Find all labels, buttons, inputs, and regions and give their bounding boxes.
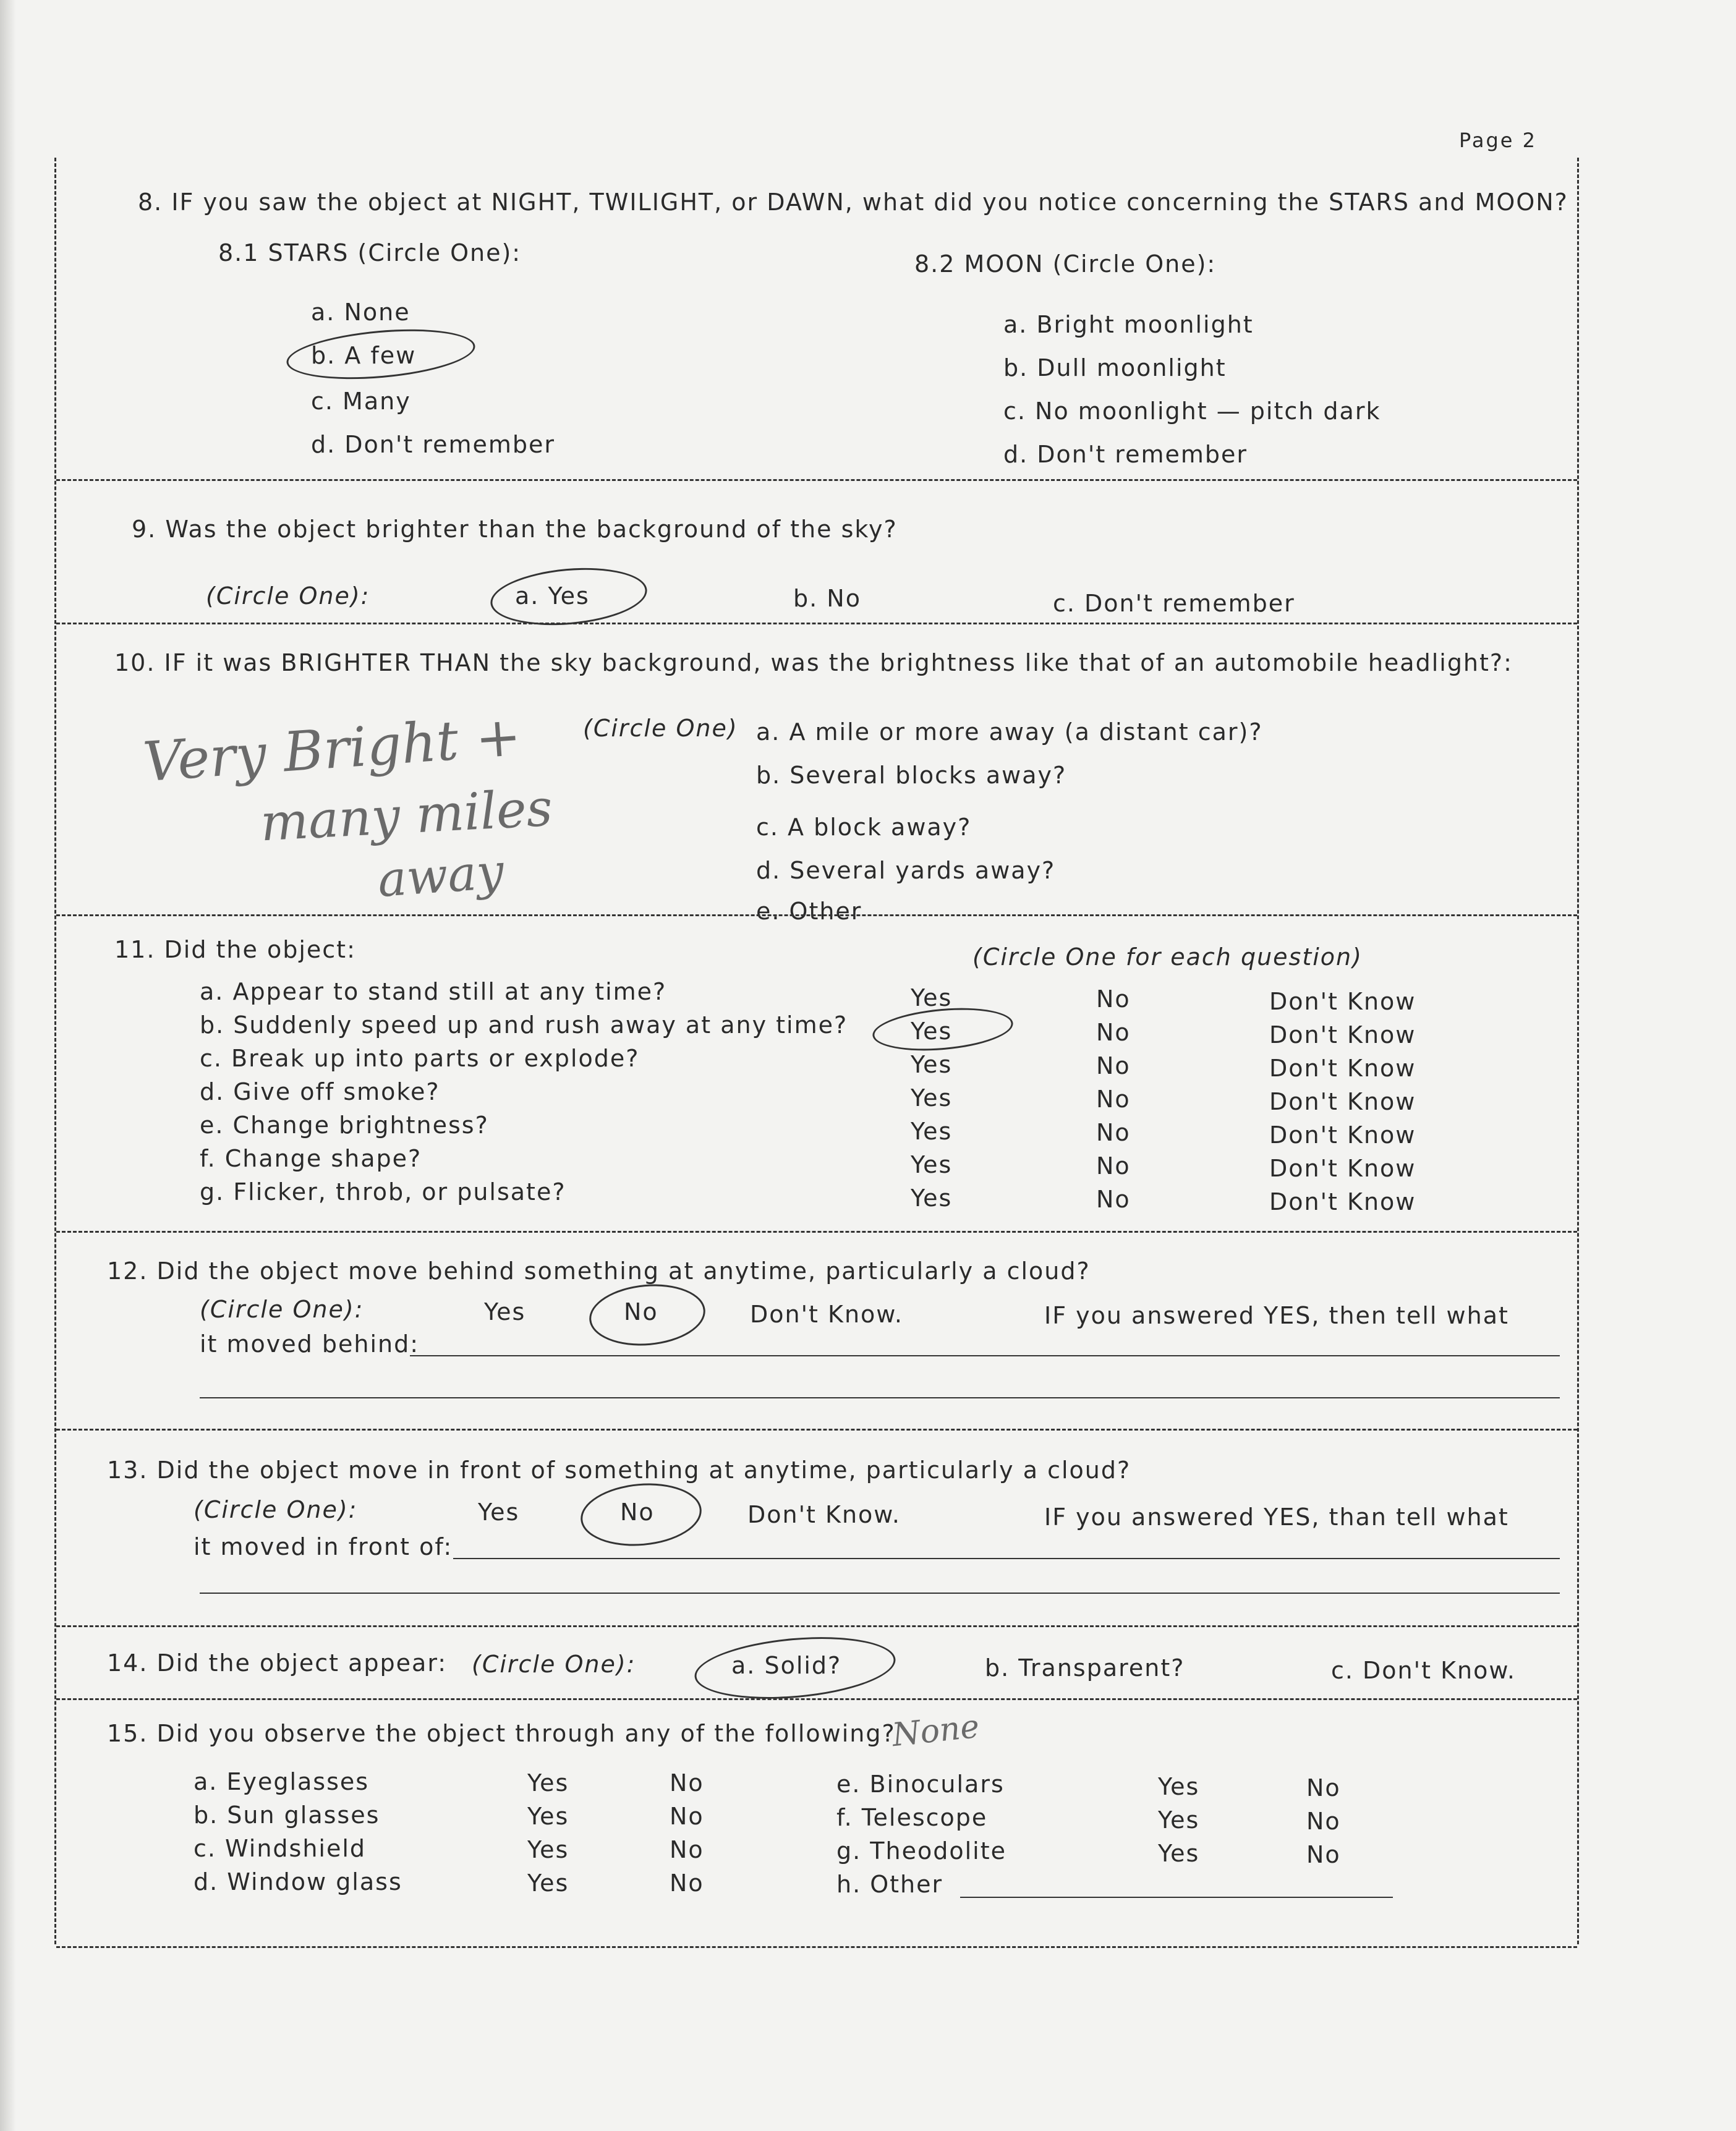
circle-mark-no — [578, 1479, 704, 1551]
q12-answer-line[interactable] — [200, 1397, 1560, 1398]
q15-no[interactable]: No — [670, 1869, 704, 1897]
q9-option-dont-remember[interactable]: c. Don't remember — [1053, 590, 1295, 617]
q14-option-solid[interactable]: a. Solid? — [731, 1652, 842, 1679]
q15-item-label: a. Eyeglasses — [194, 1768, 370, 1795]
q13-no[interactable]: No — [620, 1499, 655, 1526]
q11-no[interactable]: No — [1096, 985, 1131, 1013]
q15-item-label: g. Theodolite — [836, 1837, 1006, 1865]
q14-circle-one: (Circle One): — [472, 1651, 636, 1678]
section-q10 — [56, 623, 1577, 925]
q15-item-label: d. Window glass — [194, 1868, 402, 1895]
q15-item-label: f. Telescope — [836, 1804, 988, 1831]
q11-row-label: c. Break up into parts or explode? — [200, 1045, 640, 1072]
q8-stars-option[interactable]: d. Don't remember — [311, 431, 555, 458]
circle-mark-no — [587, 1280, 708, 1350]
q8-moon-title: 8.2 MOON (Circle One): — [914, 250, 1217, 278]
q11-row-label: a. Appear to stand still at any time? — [200, 978, 667, 1005]
q15-no[interactable]: No — [670, 1836, 704, 1863]
q11-no[interactable]: No — [1096, 1119, 1131, 1146]
q12-no[interactable]: No — [624, 1298, 658, 1325]
q13-question: 13. Did the object move in front of something at anytime, particularly a cloud? — [107, 1457, 1131, 1484]
q8-question: 8. IF you saw the object at NIGHT, TWILIGHT, or DAWN, what did you notice concerning the STARS and MOON? — [138, 189, 1568, 216]
q15-item-label: c. Windshield — [194, 1835, 367, 1862]
q11-row-label: b. Suddenly speed up and rush away at any time? — [200, 1011, 848, 1039]
q8-moon-option[interactable]: b. Dull moonlight — [1003, 354, 1227, 381]
circle-mark-solid — [692, 1630, 898, 1706]
q14-question: 14. Did the object appear: — [107, 1649, 448, 1677]
q15-question: 15. Did you observe the object through any of the following? — [107, 1720, 896, 1747]
q13-yes[interactable]: Yes — [478, 1499, 520, 1526]
q11-dont-know[interactable]: Don't Know — [1269, 1088, 1416, 1115]
circle-mark-a-few — [284, 323, 477, 386]
q15-yes[interactable]: Yes — [1158, 1773, 1200, 1800]
page-edge-shadow — [0, 0, 16, 2131]
q8-stars-option[interactable]: a. None — [311, 299, 411, 326]
q15-item-label: e. Binoculars — [836, 1771, 1005, 1798]
q15-yes[interactable]: Yes — [527, 1836, 569, 1863]
q11-no[interactable]: No — [1096, 1186, 1131, 1213]
handwritten-answer: None — [890, 1708, 981, 1755]
q15-yes[interactable]: Yes — [527, 1803, 569, 1830]
q10-question: 10. IF it was BRIGHTER THAN the sky background, was the brightness like that of an automobile headlight?: — [114, 649, 1513, 676]
q15-other-line[interactable] — [960, 1897, 1393, 1898]
section-q11 — [56, 914, 1577, 1233]
q10-option[interactable]: a. A mile or more away (a distant car)? — [756, 718, 1263, 746]
circle-mark-yes — [871, 1003, 1015, 1056]
q15-no[interactable]: No — [1306, 1808, 1341, 1835]
q10-option[interactable]: d. Several yards away? — [756, 857, 1056, 884]
questionnaire-form — [54, 158, 1579, 1944]
q11-instruction: (Circle One for each question) — [972, 943, 1363, 971]
q8-moon-option[interactable]: c. No moonlight — pitch dark — [1003, 398, 1381, 425]
section-q12 — [56, 1231, 1577, 1431]
q9-circle-one: (Circle One): — [206, 582, 370, 610]
q11-yes[interactable]: Yes — [911, 1084, 953, 1112]
q12-circle-one: (Circle One): — [200, 1296, 364, 1323]
handwritten-note: Very Bright + — [141, 704, 524, 794]
q9-question: 9. Was the object brighter than the background of the sky? — [132, 516, 898, 543]
handwritten-note: away — [376, 843, 506, 909]
q11-no[interactable]: No — [1096, 1019, 1131, 1046]
q11-row-label: g. Flicker, throb, or pulsate? — [200, 1178, 566, 1206]
q14-option-dont-know[interactable]: c. Don't Know. — [1331, 1657, 1516, 1684]
section-q15 — [56, 1698, 1577, 1948]
q11-yes[interactable]: Yes — [911, 1051, 953, 1078]
q11-no[interactable]: No — [1096, 1152, 1131, 1180]
q15-yes[interactable]: Yes — [527, 1869, 569, 1897]
q11-dont-know[interactable]: Don't Know — [1269, 1121, 1416, 1149]
handwritten-note: many miles — [258, 778, 554, 853]
q11-yes[interactable]: Yes — [911, 984, 953, 1011]
q13-circle-one: (Circle One): — [194, 1496, 358, 1523]
q11-row-label: e. Change brightness? — [200, 1112, 489, 1139]
q15-no[interactable]: No — [670, 1803, 704, 1830]
section-q9 — [56, 479, 1577, 624]
q13-dont-know[interactable]: Don't Know. — [747, 1501, 901, 1528]
q10-option[interactable]: b. Several blocks away? — [756, 762, 1067, 789]
q11-yes[interactable]: Yes — [911, 1118, 953, 1145]
section-q14 — [56, 1625, 1577, 1700]
q12-if-yes: IF you answered YES, then tell what — [1044, 1302, 1509, 1329]
q11-yes[interactable]: Yes — [911, 1185, 953, 1212]
q11-dont-know[interactable]: Don't Know — [1269, 1021, 1416, 1048]
q10-option[interactable]: c. A block away? — [756, 814, 972, 841]
q15-no[interactable]: No — [1306, 1774, 1341, 1801]
q13-answer-line[interactable] — [453, 1558, 1560, 1559]
q9-option-no[interactable]: b. No — [793, 585, 861, 612]
q11-row-label: f. Change shape? — [200, 1145, 422, 1172]
q8-stars-option[interactable]: b. A few — [311, 342, 417, 369]
q12-answer-line[interactable] — [410, 1355, 1560, 1356]
section-q13 — [56, 1429, 1577, 1627]
circle-mark-yes — [488, 562, 650, 631]
q15-yes[interactable]: Yes — [527, 1769, 569, 1797]
q8-moon-option[interactable]: a. Bright moonlight — [1003, 311, 1254, 338]
page-number: Page 2 — [1459, 129, 1537, 152]
q15-yes[interactable]: Yes — [1158, 1806, 1200, 1834]
q13-if-yes: IF you answered YES, than tell what — [1044, 1504, 1509, 1531]
q14-option-transparent[interactable]: b. Transparent? — [985, 1654, 1185, 1682]
q12-yes[interactable]: Yes — [484, 1298, 526, 1325]
q11-question: 11. Did the object: — [114, 936, 356, 963]
q15-item-label: b. Sun glasses — [194, 1801, 380, 1829]
q11-dont-know[interactable]: Don't Know — [1269, 1155, 1416, 1182]
q11-dont-know[interactable]: Don't Know — [1269, 988, 1416, 1015]
q11-yes[interactable]: Yes — [911, 1018, 953, 1045]
q8-stars-option[interactable]: c. Many — [311, 388, 411, 415]
q12-moved-behind-label: it moved behind: — [200, 1330, 420, 1358]
q11-no[interactable]: No — [1096, 1086, 1131, 1113]
q8-moon-option[interactable]: d. Don't remember — [1003, 441, 1248, 468]
section-q8 — [56, 158, 1577, 479]
q13-moved-in-front-label: it moved in front of: — [194, 1533, 453, 1560]
q10-option[interactable]: e. Other — [756, 898, 862, 925]
q12-question: 12. Did the object move behind something at anytime, particularly a cloud? — [107, 1257, 1091, 1285]
q8-stars-title: 8.1 STARS (Circle One): — [218, 239, 522, 266]
q11-yes[interactable]: Yes — [911, 1151, 953, 1178]
q11-row-label: d. Give off smoke? — [200, 1078, 440, 1105]
q11-no[interactable]: No — [1096, 1052, 1131, 1079]
q15-no[interactable]: No — [1306, 1841, 1341, 1868]
q12-dont-know[interactable]: Don't Know. — [750, 1301, 903, 1328]
q15-item-label: h. Other — [836, 1871, 943, 1898]
q9-option-yes[interactable]: a. Yes — [515, 582, 590, 610]
q11-dont-know[interactable]: Don't Know — [1269, 1188, 1416, 1215]
q10-circle-one: (Circle One) — [583, 715, 738, 742]
q15-no[interactable]: No — [670, 1769, 704, 1797]
q15-yes[interactable]: Yes — [1158, 1840, 1200, 1867]
q13-answer-line[interactable] — [200, 1593, 1560, 1594]
q11-dont-know[interactable]: Don't Know — [1269, 1055, 1416, 1082]
